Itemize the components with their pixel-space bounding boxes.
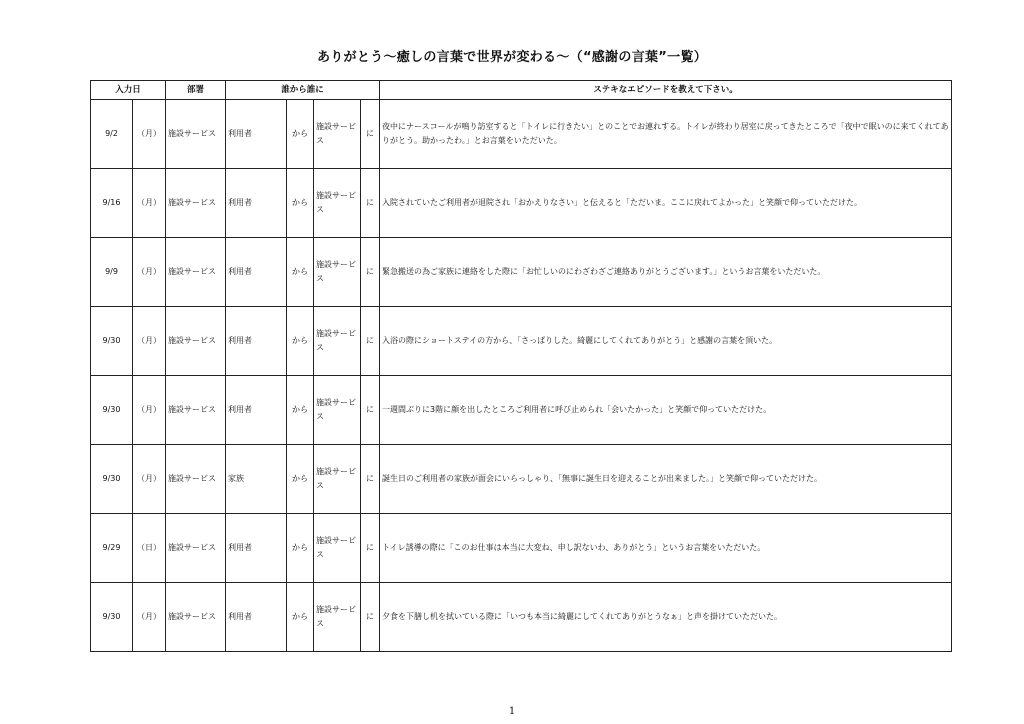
cell-kara: から [287,445,314,514]
cell-ni: に [361,238,380,307]
cell-dept: 施設サービス [166,583,226,652]
cell-date: 9/29 [91,514,133,583]
cell-weekday: （月） [133,307,166,376]
cell-kara: から [287,376,314,445]
cell-dept: 施設サービス [166,445,226,514]
cell-date: 9/9 [91,238,133,307]
cell-weekday: （月） [133,238,166,307]
table-row [91,376,952,445]
cell-date: 9/30 [91,376,133,445]
cell-ni: に [361,445,380,514]
cell-ni: に [361,514,380,583]
cell-date: 9/16 [91,169,133,238]
table-row [91,169,952,238]
cell-date: 9/30 [91,445,133,514]
gratitude-table [90,80,952,652]
cell-from: 利用者 [226,514,287,583]
cell-ni: に [361,307,380,376]
header-date: 入力日 [91,81,166,100]
cell-episode: トイレ誘導の際に「このお仕事は本当に大変ね、申し訳ないわ、ありがとう」というお言葉をいただいた。 [380,514,952,583]
cell-to: 施設サービス [314,238,361,307]
cell-weekday: （月） [133,100,166,169]
header-who: 誰から誰に [226,81,380,100]
cell-kara: から [287,169,314,238]
cell-to: 施設サービス [314,583,361,652]
cell-to: 施設サービス [314,169,361,238]
header-dept: 部署 [166,81,226,100]
table-row [91,307,952,376]
cell-episode: 夕食を下膳し机を拭いている際に「いつも本当に綺麗にしてくれてありがとうなぁ」と声を掛けていただいた。 [380,583,952,652]
cell-from: 利用者 [226,307,287,376]
cell-kara: から [287,100,314,169]
cell-ni: に [361,169,380,238]
cell-dept: 施設サービス [166,169,226,238]
cell-kara: から [287,514,314,583]
cell-to: 施設サービス [314,445,361,514]
cell-date: 9/30 [91,307,133,376]
cell-from: 利用者 [226,100,287,169]
cell-dept: 施設サービス [166,514,226,583]
table-row [91,445,952,514]
cell-kara: から [287,307,314,376]
table-row [91,238,952,307]
page-number: 1 [508,706,516,717]
cell-ni: に [361,376,380,445]
cell-dept: 施設サービス [166,238,226,307]
cell-episode: 緊急搬送の為ご家族に連絡をした際に「お忙しいのにわざわざご連絡ありがとうございます。」というお言葉をいただいた。 [380,238,952,307]
cell-kara: から [287,583,314,652]
header-episode: ステキなエピソードを教えて下さい。 [380,81,952,100]
table-row [91,514,952,583]
cell-episode: 夜中にナースコールが鳴り訪室すると「トイレに行きたい」とのことでお連れする。トイレが終わり居室に戻ってきたところで「夜中で眠いのに来てくれてありがとう。助かったわ。」とお言葉をいただいた。 [380,100,952,169]
header-row [91,81,952,100]
cell-kara: から [287,238,314,307]
cell-weekday: （月） [133,169,166,238]
cell-episode: 一週間ぶりに3階に顔を出したところご利用者に呼び止められ「会いたかった」と笑顔で仰っていただけた。 [380,376,952,445]
cell-dept: 施設サービス [166,100,226,169]
table-row [91,583,952,652]
cell-weekday: （月） [133,445,166,514]
cell-weekday: （日） [133,514,166,583]
cell-ni: に [361,100,380,169]
cell-episode: 入院されていたご利用者が退院され「おかえりなさい」と伝えると「ただいま。ここに戻れてよかった」と笑顔で仰っていただけた。 [380,169,952,238]
table-row [91,100,952,169]
cell-to: 施設サービス [314,100,361,169]
cell-from: 利用者 [226,376,287,445]
cell-date: 9/2 [91,100,133,169]
cell-date: 9/30 [91,583,133,652]
cell-episode: 誕生日のご利用者の家族が面会にいらっしゃり、「無事に誕生日を迎えることが出来ました。」と笑顔で仰っていただけた。 [380,445,952,514]
cell-from: 利用者 [226,238,287,307]
cell-from: 家族 [226,445,287,514]
cell-to: 施設サービス [314,307,361,376]
cell-weekday: （月） [133,376,166,445]
cell-to: 施設サービス [314,376,361,445]
cell-weekday: （月） [133,583,166,652]
cell-dept: 施設サービス [166,376,226,445]
cell-from: 利用者 [226,583,287,652]
cell-episode: 入浴の際にショートステイの方から、「さっぱりした。綺麗にしてくれてありがとう」と感謝の言葉を頂いた。 [380,307,952,376]
page-title: ありがとう～癒しの言葉で世界が変わる～（“感謝の言葉”一覧） [316,50,708,65]
cell-to: 施設サービス [314,514,361,583]
cell-dept: 施設サービス [166,307,226,376]
cell-from: 利用者 [226,169,287,238]
cell-ni: に [361,583,380,652]
